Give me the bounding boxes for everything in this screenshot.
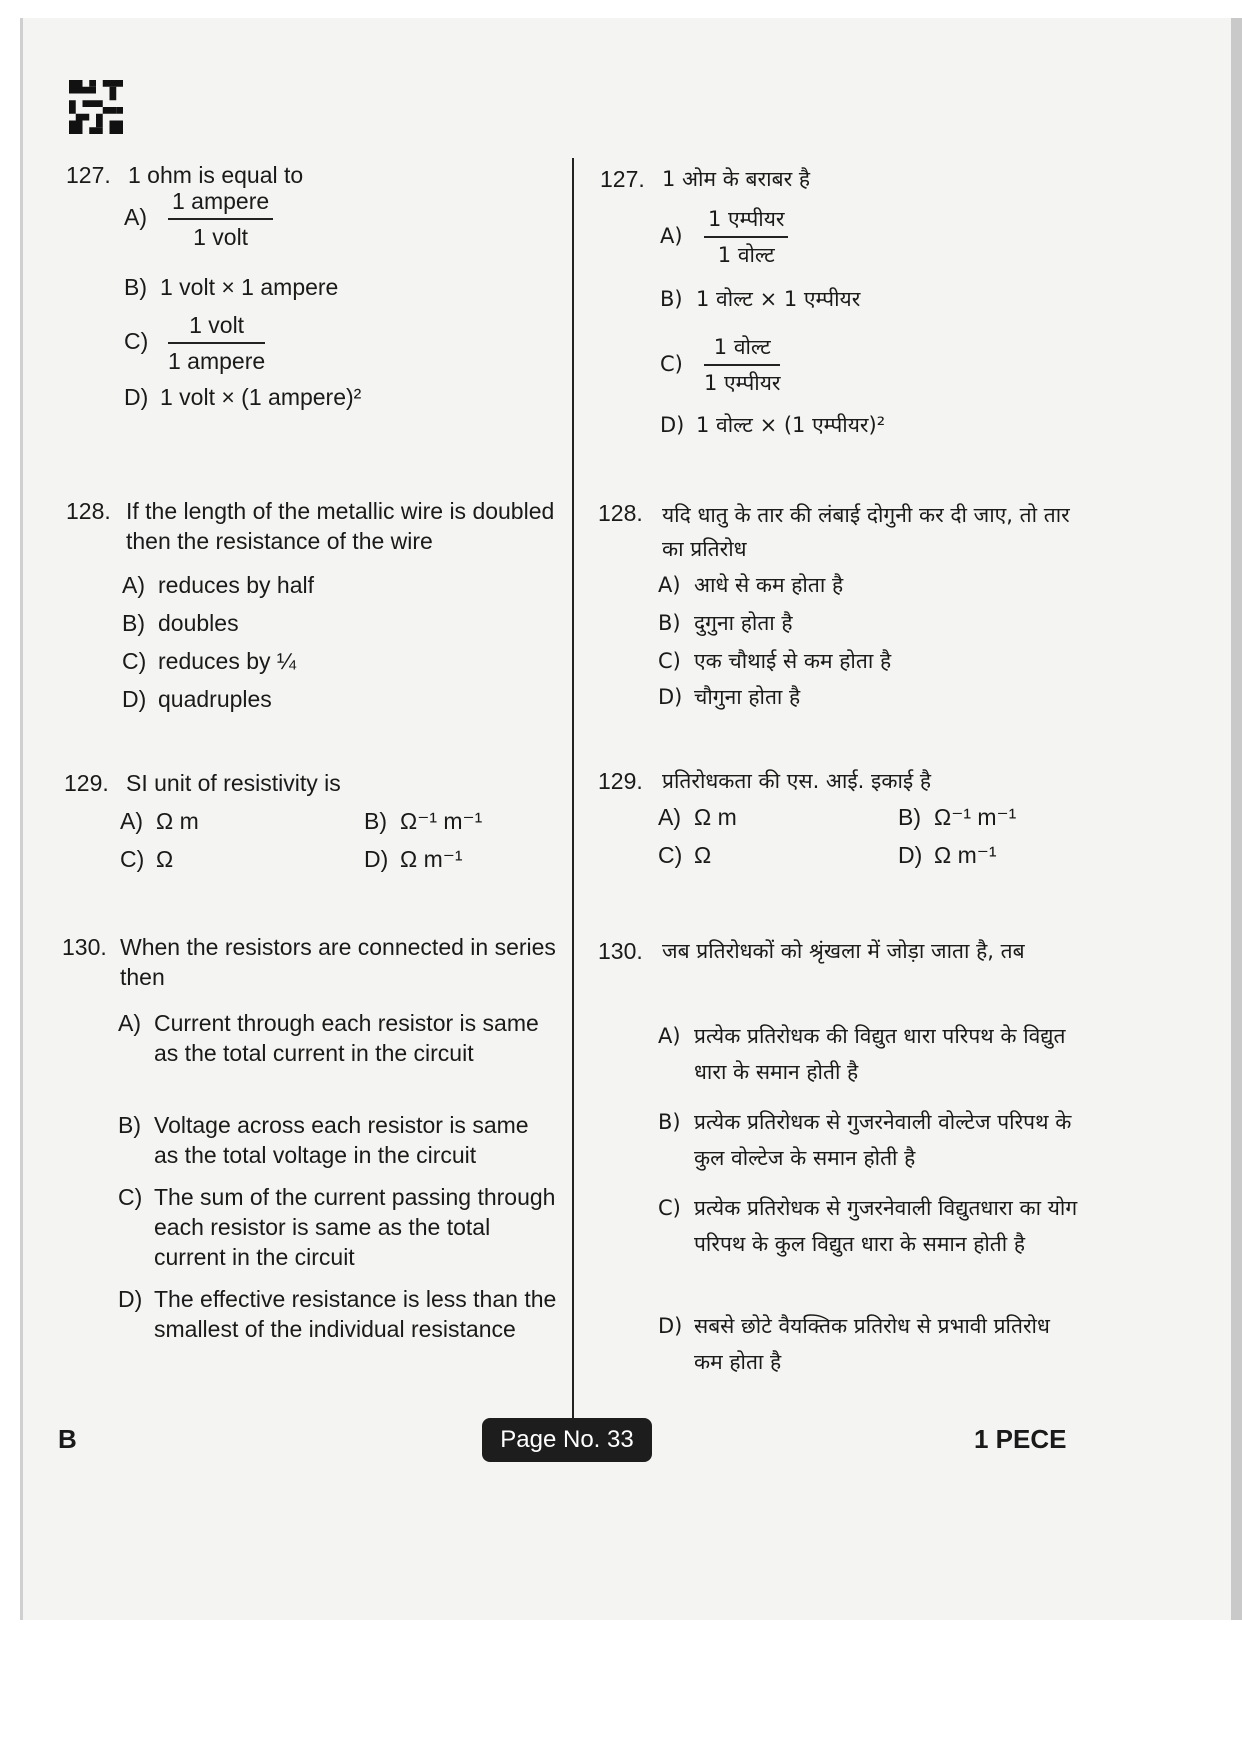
option-b[interactable]: B) Ω⁻¹ m⁻¹ xyxy=(898,804,1017,830)
option-c[interactable]: C) $\frac{\text{1 वोल्ट}}{\text{1 एम्पीयर}}$ xyxy=(660,332,780,398)
option-b[interactable]: B) 1 वोल्ट × 1 एम्पीयर xyxy=(660,287,861,311)
fraction: $\frac{\text{1 ampere}}{\text{1 volt}}$ xyxy=(168,186,273,252)
option-a[interactable]: A) $\frac{\text{1 एम्पीयर}}{\text{1 वोल्ट}}$ xyxy=(660,204,788,270)
option-c[interactable]: C) Ω xyxy=(658,842,712,868)
option-d[interactable]: D) चौगुना होता है xyxy=(658,685,801,709)
option-d[interactable]: D) Ω m⁻¹ xyxy=(364,846,463,872)
fraction: $\frac{\text{1 volt}}{\text{1 ampere}}$ xyxy=(168,312,266,374)
option-a[interactable]: A) आधे से कम होता है xyxy=(658,573,844,597)
option-d[interactable]: D) 1 वोल्ट × (1 एम्पीयर)² xyxy=(660,413,886,437)
option-a[interactable]: A) $\frac{\text{1 ampere}}{\text{1 volt}}$ xyxy=(124,186,273,252)
fraction: $\frac{\text{1 वोल्ट}}{\text{1 एम्पीयर}}$ xyxy=(704,332,780,398)
option-a[interactable]: A) प्रत्येक प्रतिरोधक की विद्युत धारा परिपथ के विद्युत धारा के समान होती है xyxy=(658,1024,1066,1084)
option-c[interactable]: C) The sum of the current passing through each resistor is same as the total current in the circuit xyxy=(118,1184,556,1270)
fraction: $\frac{\text{1 एम्पीयर}}{\text{1 वोल्ट}}$ xyxy=(704,204,788,270)
option-b[interactable]: B) Voltage across each resistor is same as the total voltage in the circuit xyxy=(118,1112,529,1168)
option-d[interactable]: D) सबसे छोटे वैयक्तिक प्रतिरोध से प्रभावी प्रतिरोध कम होता है xyxy=(658,1314,1050,1374)
option-b[interactable]: B) doubles xyxy=(122,610,239,636)
option-c[interactable]: C) Ω xyxy=(120,846,174,872)
option-a[interactable]: A) Current through each resistor is same as the total current in the circuit xyxy=(118,1010,539,1066)
paper-code: 1 PECE xyxy=(974,1424,1067,1454)
option-c[interactable]: C) एक चौथाई से कम होता है xyxy=(658,649,892,673)
series-code: B xyxy=(58,1424,77,1454)
option-b[interactable]: B) प्रत्येक प्रतिरोधक से गुजरनेवाली वोल्टेज परिपथ के कुल वोल्टेज के समान होती है xyxy=(658,1110,1072,1170)
question-number: 127. xyxy=(66,162,111,188)
option-c[interactable]: C) $\frac{\text{1 volt}}{\text{1 ampere}}$ xyxy=(124,312,266,374)
column-divider xyxy=(572,158,574,1428)
option-b[interactable]: B) Ω⁻¹ m⁻¹ xyxy=(364,808,483,834)
option-d[interactable]: D) The effective resistance is less than the smallest of the individual resistance xyxy=(118,1286,557,1342)
option-c[interactable]: C) प्रत्येक प्रतिरोधक से गुजरनेवाली विद्युतधारा का योग परिपथ के कुल विद्युत धारा के समान होती है xyxy=(658,1196,1078,1256)
page-number-badge: Page No. 33 xyxy=(482,1418,652,1462)
qr-code-icon xyxy=(68,80,124,134)
option-a[interactable]: A) reduces by half xyxy=(122,572,314,598)
option-d[interactable]: D) Ω m⁻¹ xyxy=(898,842,997,868)
option-b[interactable]: B) दुगुना होता है xyxy=(658,611,793,635)
option-b[interactable]: B) 1 volt × 1 ampere xyxy=(124,274,339,300)
option-d[interactable]: D) quadruples xyxy=(122,686,272,712)
question-stem: 1 ohm is equal to xyxy=(128,162,304,188)
option-d[interactable]: D) 1 volt × (1 ampere)² xyxy=(124,384,362,410)
option-a[interactable]: A) Ω m xyxy=(120,808,199,834)
option-a[interactable]: A) Ω m xyxy=(658,804,737,830)
option-c[interactable]: C) reduces by ¼ xyxy=(122,648,297,674)
